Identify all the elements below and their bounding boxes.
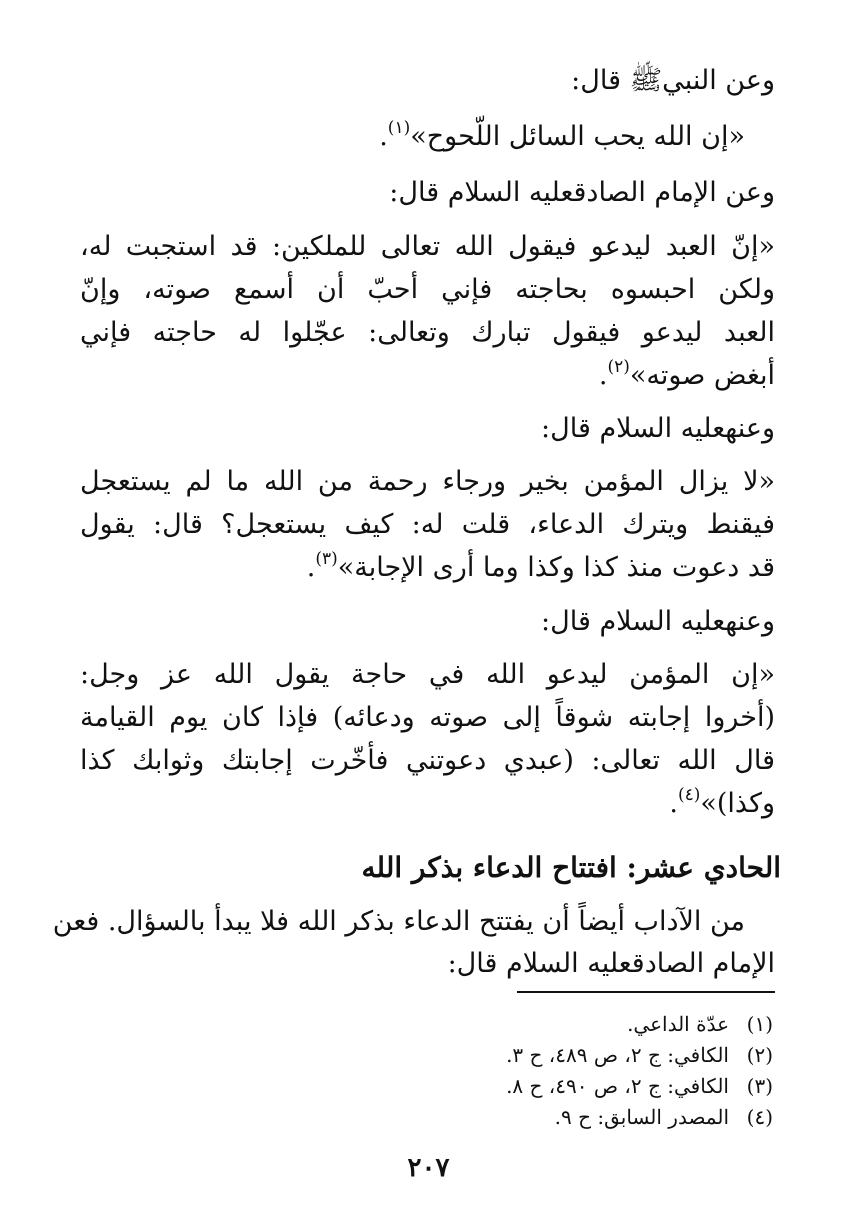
hadith-2-line-2: ولكن احبسوه بحاجته فإني أحبّ أن أسمع صوته، وإنّ [80,274,775,305]
footnote-2: (٢) الكافي: ج ٢، ص ٤٨٩، ح ٣. [506,1043,773,1067]
footnote-ref-4: (٤) [677,785,701,805]
hadith-3-line-3: قد دعوت منذ كذا وكذا وما أرى الإجابة»$^{(٣)}$. [306,549,775,583]
section-heading: الحادي عشر: افتتاح الدعاء بذكر الله [361,851,781,884]
footnote-separator [517,991,775,993]
intro-sadiq-1: وعن الإمام الصادقعليه السلام قال: [389,177,775,208]
intro-anhu-2: وعنهعليه السلام قال: [541,606,775,637]
section-body-line-2: الإمام الصادقعليه السلام قال: [447,948,775,979]
hadith-2-line-4: أبغض صوته»$^{(٢)}$. [598,357,775,391]
hadith-3-line-1: «لا يزال المؤمن بخير ورجاء رحمة من الله ما لم يستعجل [80,466,775,497]
hadith-3-line-2: فيقنط ويترك الدعاء، قلت له: كيف يستعجل؟ قال: يقول [80,509,775,540]
footnote-1: (١) عدّة الداعي. [627,1012,773,1036]
intro-anhu-1: وعنهعليه السلام قال: [541,413,775,444]
hadith-2-line-3: العبد ليدعو فيقول تبارك وتعالى: عجّلوا له حاجته فإني [80,317,775,348]
hadith-4-line-4: وكذا)»$^{(٤)}$. [669,785,775,819]
footnote-4: (٤) المصدر السابق: ح ٩. [554,1105,773,1129]
section-body-line-1: من الآداب أيضاً أن يفتتح الدعاء بذكر الله فلا يبدأ بالسؤال. فعن [52,906,745,937]
hadith-4-line-1: «إن المؤمن ليدعو الله في حاجة يقول الله عز وجل: [80,659,775,690]
hadith-1: «إن الله يحب السائل اللّحوح»$^{(١)}$. [379,118,745,152]
hadith-4-line-3: قال الله تعالى: (عبدي دعوتني فأخّرت إجابتك وثوابك كذا [80,745,775,776]
footnote-3: (٣) الكافي: ج ٢، ص ٤٩٠، ح ٨. [506,1074,773,1098]
hadith-2-line-1: «إنّ العبد ليدعو فيقول الله تعالى للملكين: قد استجبت له، [80,231,775,262]
footnote-ref-1: (١) [387,118,411,138]
intro-prophet: وعن النبيﷺ قال: [571,65,775,96]
footnote-ref-2: (٢) [607,357,630,377]
footnote-ref-3: (٣) [315,549,338,569]
hadith-4-line-2: (أخروا إجابته شوقاً إلى صوته ودعائه) فإذا كان يوم القيامة [80,702,775,733]
page-number: ٢٠٧ [407,1153,450,1183]
